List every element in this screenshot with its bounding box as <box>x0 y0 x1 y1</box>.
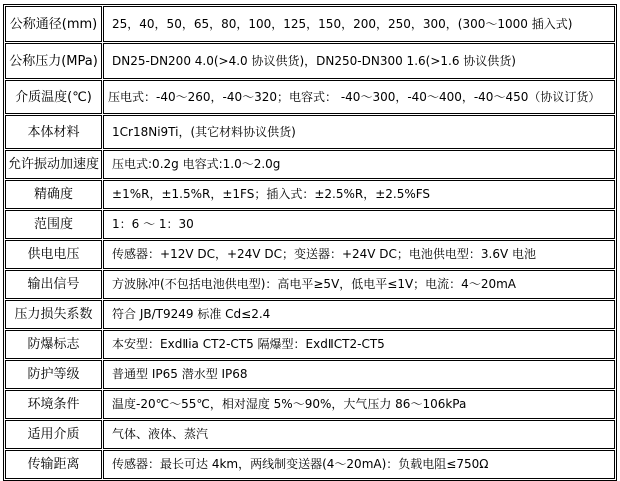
spec-table <box>3 4 617 481</box>
spec-row-nominal-pressure <box>5 43 615 79</box>
spec-label: 范围度 <box>5 210 102 239</box>
spec-label: 供电电压 <box>5 240 102 269</box>
spec-label: 精确度 <box>5 180 102 209</box>
spec-label: 防爆标志 <box>5 330 102 359</box>
spec-row-nominal-diameter <box>5 6 615 42</box>
spec-row-environment <box>5 390 615 419</box>
spec-label: 介质温度(℃) <box>5 80 102 114</box>
spec-value: 1：6 ～ 1：30 <box>103 210 615 239</box>
spec-row-range-ratio <box>5 210 615 239</box>
spec-row-explosion-proof <box>5 330 615 359</box>
spec-label: 公称通径(mm) <box>5 6 102 42</box>
spec-value: ±1%R，±1.5%R，±1FS；插入式：±2.5%R，±2.5%FS <box>103 180 615 209</box>
spec-row-supply-voltage <box>5 240 615 269</box>
spec-row-medium-temperature <box>5 80 615 114</box>
spec-value: 气体、液体、蒸汽 <box>103 420 615 449</box>
spec-label: 压力损失系数 <box>5 300 102 329</box>
spec-value: 传感器：最长可达 4km，两线制变送器(4～20mA)：负载电阻≤750Ω <box>103 450 615 479</box>
spec-value: 25，40，50，65，80，100，125，150，200，250，300，(300～1000 插入式) <box>103 6 615 42</box>
spec-row-vibration-acceleration <box>5 150 615 179</box>
spec-row-transmission-distance <box>5 450 615 479</box>
spec-row-protection-class <box>5 360 615 389</box>
spec-row-body-material <box>5 115 615 149</box>
spec-label: 防护等级 <box>5 360 102 389</box>
spec-label: 本体材料 <box>5 115 102 149</box>
spec-value: 压电式:0.2g 电容式:1.0～2.0g <box>103 150 615 179</box>
spec-label: 环境条件 <box>5 390 102 419</box>
spec-value: DN25-DN200 4.0(>4.0 协议供货)，DN250-DN300 1.6(>1.6 协议供货) <box>103 43 615 79</box>
spec-row-pressure-loss <box>5 300 615 329</box>
spec-value: 1Cr18Ni9Ti，(其它材料协议供货) <box>103 115 615 149</box>
spec-row-accuracy <box>5 180 615 209</box>
spec-value: 普通型 IP65 潜水型 IP68 <box>103 360 615 389</box>
spec-value: 温度-20℃～55℃，相对湿度 5%～90%，大气压力 86～106kPa <box>103 390 615 419</box>
spec-label: 输出信号 <box>5 270 102 299</box>
spec-value: 压电式：-40～260，-40～320；电容式： -40～300，-40～400，-40～450（协议订货） <box>103 80 615 114</box>
spec-value: 传感器：+12V DC，+24V DC；变送器：+24V DC；电池供电型：3.6V 电池 <box>103 240 615 269</box>
spec-value: 符合 JB/T9249 标准 Cd≤2.4 <box>103 300 615 329</box>
spec-label: 适用介质 <box>5 420 102 449</box>
spec-label: 传输距离 <box>5 450 102 479</box>
spec-value: 方波脉冲(不包括电池供电型)：高电平≥5V，低电平≤1V；电流：4～20mA <box>103 270 615 299</box>
spec-row-output-signal <box>5 270 615 299</box>
spec-value: 本安型：ExdⅡia CT2-CT5 隔爆型：ExdⅡCT2-CT5 <box>103 330 615 359</box>
spec-row-applicable-medium <box>5 420 615 449</box>
spec-label: 允许振动加速度 <box>5 150 102 179</box>
spec-label: 公称压力(MPa) <box>5 43 102 79</box>
